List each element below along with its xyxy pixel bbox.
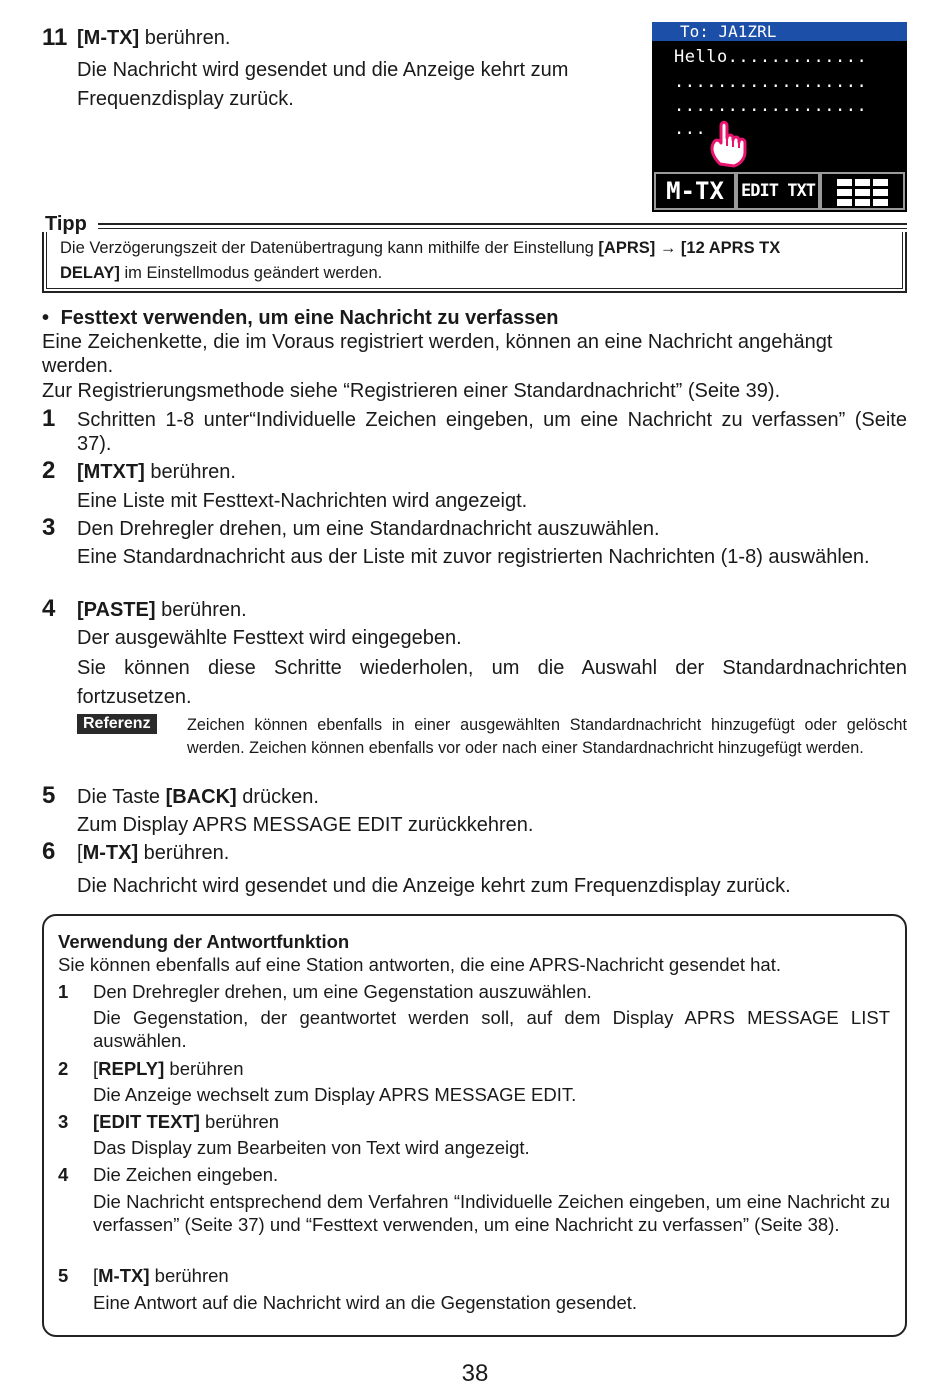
step-11-desc-2: Frequenzdisplay zurück. — [77, 88, 294, 110]
step-2-text: [MTXT] berühren. — [77, 461, 236, 483]
step-11-text: [M-TX] berühren. — [77, 27, 231, 49]
step-2-number: 2 — [42, 457, 56, 484]
answer-step-2-number: 2 — [58, 1058, 69, 1079]
step-1-number: 1 — [42, 405, 56, 432]
step-6-sub: Die Nachricht wird gesendet und die Anzeige kehrt zum Frequenzdisplay zurück. — [77, 875, 791, 897]
step-3-number: 3 — [42, 514, 56, 541]
step-4-sub: Der ausgewählte Festtext wird eingegeben. — [77, 627, 462, 649]
step-2-sub: Eine Liste mit Festtext-Nachrichten wird angezeigt. — [77, 490, 528, 512]
step-5-number: 5 — [42, 782, 56, 809]
answer-step-3-text: [EDIT TEXT] berühren — [93, 1111, 280, 1132]
screen-softkey-bar — [652, 170, 907, 212]
section-intro-1: Eine Zeichenkette, die im Voraus registriert werden, können an eine Nachricht angehängt werden. — [42, 331, 833, 377]
answer-step-1-number: 1 — [58, 981, 69, 1002]
answer-step-2-sub: Die Anzeige wechselt zum Display APRS MESSAGE EDIT. — [93, 1084, 577, 1105]
menu-softkey[interactable] — [820, 172, 905, 210]
answer-step-4-text: Die Zeichen eingeben. — [93, 1164, 279, 1185]
tipp-rule — [98, 223, 907, 225]
step-11-number: 11 — [42, 24, 68, 51]
screen-line-2: .................. — [674, 72, 868, 92]
screen-line-1: Hello............. — [674, 47, 868, 67]
step-4-number: 4 — [42, 595, 56, 622]
answer-step-5-sub: Eine Antwort auf die Nachricht wird an die Gegenstation gesendet. — [93, 1292, 638, 1313]
step-1-text: Schritten 1-8 unter“Individuelle Zeichen eingeben, um eine Nachricht zu verfassen” (Seite 37). — [77, 409, 907, 455]
answer-step-1-sub: Die Gegenstation, der geantwortet werden soll, auf dem Display APRS MESSAGE LIST auswählen. — [93, 1007, 890, 1051]
radio-screen — [652, 22, 907, 212]
screen-line-4: ... — [674, 119, 707, 139]
answer-step-5-number: 5 — [58, 1265, 69, 1286]
step-5-text: Die Taste [BACK] drücken. — [77, 786, 319, 808]
page-number: 38 — [461, 1360, 489, 1387]
answer-step-3-number: 3 — [58, 1111, 69, 1132]
edit-txt-softkey[interactable]: EDIT TXT — [736, 172, 820, 210]
step-4-text: [PASTE] berühren. — [77, 599, 247, 621]
step-5-sub: Zum Display APRS MESSAGE EDIT zurückkehren. — [77, 814, 534, 836]
screen-header: To: JA1ZRL — [652, 22, 907, 41]
step-4-sub-2: Sie können diese Schritte wiederholen, um die Auswahl der Standardnachrichten fortzusetzen. — [77, 657, 907, 708]
answer-intro: Sie können ebenfalls auf eine Station antworten, die eine APRS-Nachricht gesendet hat. — [58, 954, 781, 975]
answer-step-4-number: 4 — [58, 1164, 69, 1185]
screen-line-3: .................. — [674, 96, 868, 116]
step-3-sub: Eine Standardnachricht aus der Liste mit zuvor registrierten Nachrichten (1-8) auswählen. — [77, 546, 870, 568]
step-3-text: Den Drehregler drehen, um eine Standardnachricht auszuwählen. — [77, 518, 660, 540]
tipp-rule-thin — [98, 228, 907, 229]
bullet-icon: • — [42, 307, 50, 329]
answer-step-1-text: Den Drehregler drehen, um eine Gegenstation auszuwählen. — [93, 981, 592, 1002]
grid-menu-icon — [833, 177, 893, 207]
section-intro-2: Zur Registrierungsmethode siehe “Registrieren einer Standardnachricht” (Seite 39). — [42, 380, 781, 402]
touch-hand-icon — [706, 112, 756, 170]
step-6-text: [M-TX] berühren. — [77, 842, 230, 864]
referenz-text: Zeichen können ebenfalls in einer ausgewählten Standardnachricht hinzugefügt oder gelöscht werden. Zeichen können ebenfalls vor oder nach einer Standardnachricht hinzugefügt werden. — [187, 716, 907, 757]
answer-step-3-sub: Das Display zum Bearbeiten von Text wird angezeigt. — [93, 1137, 530, 1158]
step-6-number: 6 — [42, 838, 56, 865]
answer-title: Verwendung der Antwortfunktion — [58, 931, 350, 952]
referenz-badge: Referenz — [77, 714, 157, 734]
tipp-label: Tipp — [45, 213, 87, 235]
answer-step-5-text: [M-TX] berühren — [93, 1265, 229, 1286]
section-heading: • Festtext verwenden, um eine Nachricht zu verfassen — [42, 307, 559, 329]
mtx-key-label: [M-TX] — [77, 27, 140, 49]
tipp-text: Die Verzögerungszeit der Datenübertragung kann mithilfe der Einstellung [APRS] → [12 APRS TX DELAY] im Einstellmodus geändert werden. — [60, 239, 781, 282]
answer-step-2-text: [REPLY] berühren — [93, 1058, 244, 1079]
mtx-softkey[interactable]: M-TX — [654, 172, 736, 210]
step-11-desc-1: Die Nachricht wird gesendet und die Anzeige kehrt zum — [77, 59, 569, 81]
answer-step-4-sub: Die Nachricht entsprechend dem Verfahren “Individuelle Zeichen eingeben, um eine Nachricht zu verfassen” (Seite 37) und “Festtext verwenden, um eine Nachricht zu verfassen” (Seite 38). — [93, 1191, 890, 1235]
